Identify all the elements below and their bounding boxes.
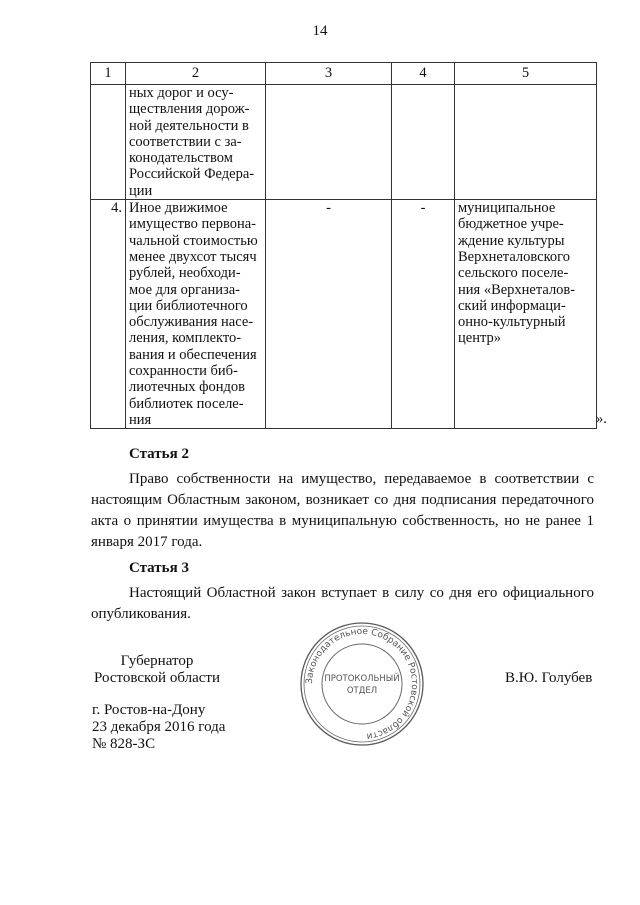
column-header: 4 <box>392 63 455 85</box>
signatory-title-line: Ростовской области <box>94 670 220 686</box>
law-number: № 828-ЗС <box>92 736 156 752</box>
stamp-inner-text: ОТДЕЛ <box>346 686 378 696</box>
column-4-cell <box>392 85 455 200</box>
city: г. Ростов-на-Дону <box>92 702 206 718</box>
article-2-text: Право собственности на имущество, передаваемое в соответствии с настоящим Областным законом, возникает со дня подписания передаточного акта о принятии имущества в муниципальную собственность, но не ранее 1 января 2017 года. <box>91 471 594 550</box>
stamp-inner-text: ПРОТОКОЛЬНЫЙ <box>324 674 400 684</box>
text-line: ных дорог и осу- <box>129 85 234 101</box>
text-line: библиотек поселе- <box>129 395 244 412</box>
row-number: 4. <box>91 200 126 429</box>
text-line: ния «Верхнеталов- <box>458 281 576 298</box>
article-3-title: Статья 3 <box>129 560 189 576</box>
page-number: 14 <box>312 23 328 39</box>
text-line: ной деятельности в <box>129 117 249 134</box>
text-line: Иное движимое <box>129 200 228 217</box>
column-4-cell: - <box>392 200 455 429</box>
column-header: 5 <box>455 63 597 85</box>
place-date-block <box>92 702 225 753</box>
column-3-cell: - <box>266 200 392 429</box>
stamp-ring-text: Законодательное Собрание Ростовской области <box>304 626 420 741</box>
signatory-title <box>92 653 222 687</box>
property-description <box>126 85 266 200</box>
date: 23 декабря 2016 года <box>92 719 226 735</box>
recipient-cell <box>455 85 597 200</box>
text-line: ния <box>129 411 152 428</box>
text-line: лиотечных фондов <box>129 379 246 396</box>
text-line: менее двухсот тысяч <box>129 248 257 265</box>
closing-quote-mark: ». <box>596 411 607 427</box>
column-header: 3 <box>266 63 392 85</box>
text-line: ществления дорож- <box>129 101 250 118</box>
recipient-cell <box>455 200 597 429</box>
column-3-cell <box>266 85 392 200</box>
text-line: конодательством <box>129 150 233 167</box>
text-line: обслуживания насе- <box>129 314 254 331</box>
text-line: муниципальное <box>458 200 556 217</box>
signatory-title-line: Губернатор <box>120 653 194 669</box>
text-line: ждение культуры <box>458 232 565 249</box>
text-line: мое для организа- <box>129 281 240 298</box>
table-header-row <box>91 63 597 85</box>
text-line: онно-культурный <box>458 314 566 331</box>
text-line: рублей, необходи- <box>129 265 241 282</box>
text-line: центр» <box>458 330 501 347</box>
text-line: соответствии с за- <box>129 133 242 150</box>
seal-stamp <box>298 620 426 748</box>
signatory-name: В.Ю. Голубев <box>505 670 593 686</box>
column-header: 1 <box>91 63 126 85</box>
text-line: ции <box>129 182 153 199</box>
column-header: 2 <box>126 63 266 85</box>
article-2-title: Статья 2 <box>129 446 189 462</box>
text-line: вания и обеспечения <box>129 346 257 363</box>
text-line: Верхнеталовского <box>458 248 570 265</box>
table-row <box>91 85 597 200</box>
text-line: Российской Федера- <box>129 166 255 183</box>
table-row <box>91 200 597 429</box>
property-description <box>126 200 266 429</box>
text-line: чальной стоимостью <box>129 232 258 249</box>
article-3-text: Настоящий Областной закон вступает в силу со дня его официального опубликования. <box>91 585 594 622</box>
text-line: имущество первона- <box>129 216 257 233</box>
text-line: ции библиотечного <box>129 297 248 314</box>
property-table <box>90 62 597 429</box>
row-number <box>91 85 126 200</box>
text-line: сохранности биб- <box>129 363 238 380</box>
text-line: бюджетное учре- <box>458 216 564 233</box>
text-line: ления, комплекто- <box>129 330 242 347</box>
text-line: сельского поселе- <box>458 265 569 282</box>
text-line: ский информаци- <box>458 297 566 314</box>
